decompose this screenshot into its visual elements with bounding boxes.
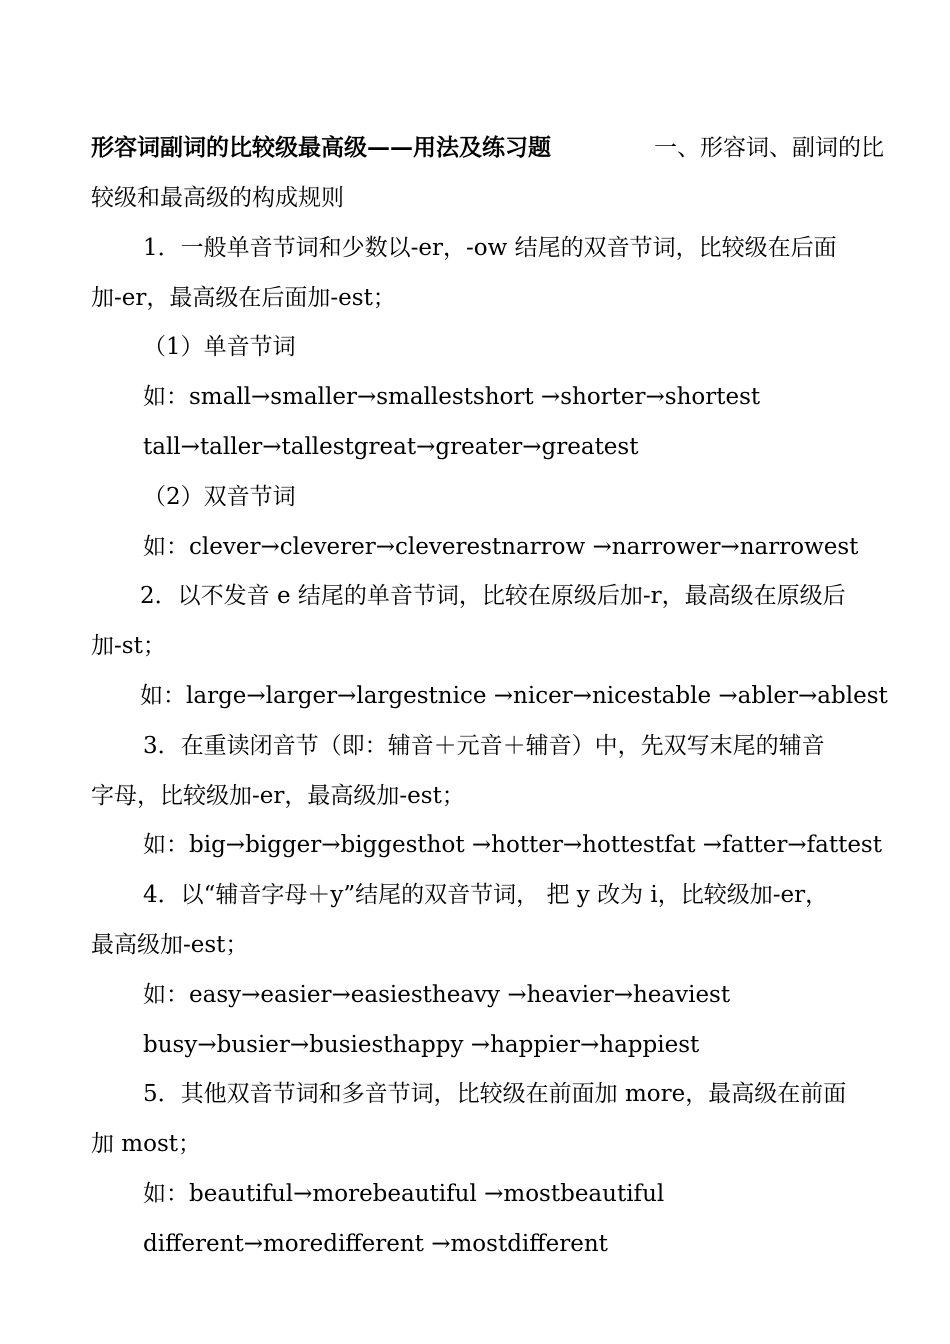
document-title: 形容词副词的比较级最高级——用法及练习题 — [91, 134, 551, 161]
rule4-line1: 4．以“辅音字母＋y”结尾的双音节词， 把 y 改为 i，比较级加-er， — [143, 882, 829, 908]
section-heading-part2: 较级和最高级的构成规则 — [91, 185, 344, 211]
rule1-example-1: 如：small→smaller→smallestshort →shorter→shortest — [143, 384, 761, 410]
rule1-subheading-2: （2）双音节词 — [143, 484, 296, 510]
rule5-line1: 5．其他双音节词和多音节词，比较级在前面加 more，最高级在前面 — [143, 1081, 847, 1107]
rule5-example-2: different→moredifferent →mostdifferent — [143, 1231, 608, 1257]
section-heading-part1: 一、形容词、副词的比 — [654, 135, 884, 161]
rule5-line2: 加 most； — [91, 1131, 202, 1157]
rule4-line2: 最高级加-est； — [91, 932, 249, 958]
rule3-line1: 3．在重读闭音节（即：辅音＋元音＋辅音）中，先双写末尾的辅音 — [143, 733, 825, 759]
rule5-example-1: 如：beautiful→morebeautiful →mostbeautiful — [143, 1181, 665, 1207]
rule3-example: 如：big→bigger→biggesthot →hotter→hottestfat →fatter→fattest — [143, 832, 882, 858]
rule4-example-2: busy→busier→busiesthappy →happier→happiest — [143, 1032, 700, 1058]
rule1-example-2: tall→taller→tallestgreat→greater→greatest — [143, 434, 639, 460]
rule1-example-3: 如：clever→cleverer→cleverestnarrow →narrower→narrowest — [143, 534, 859, 560]
rule3-line2: 字母，比较级加-er，最高级加-est； — [91, 783, 465, 809]
rule1-line1: 1．一般单音节词和少数以-er，-ow 结尾的双音节词，比较级在后面 — [143, 235, 837, 261]
rule4-example-1: 如：easy→easier→easiestheavy →heavier→heaviest — [143, 982, 731, 1008]
rule2-line2: 加-st； — [91, 633, 166, 659]
rule1-subheading-1: （1）单音节词 — [143, 334, 296, 360]
rule2-example: 如：large→larger→largestnice →nicer→nicestable →abler→ablest — [140, 683, 888, 709]
rule1-line2: 加-er，最高级在后面加-est； — [91, 285, 396, 311]
rule2-line1: 2．以不发音 e 结尾的单音节词，比较在原级后加-r，最高级在原级后 — [140, 583, 846, 609]
